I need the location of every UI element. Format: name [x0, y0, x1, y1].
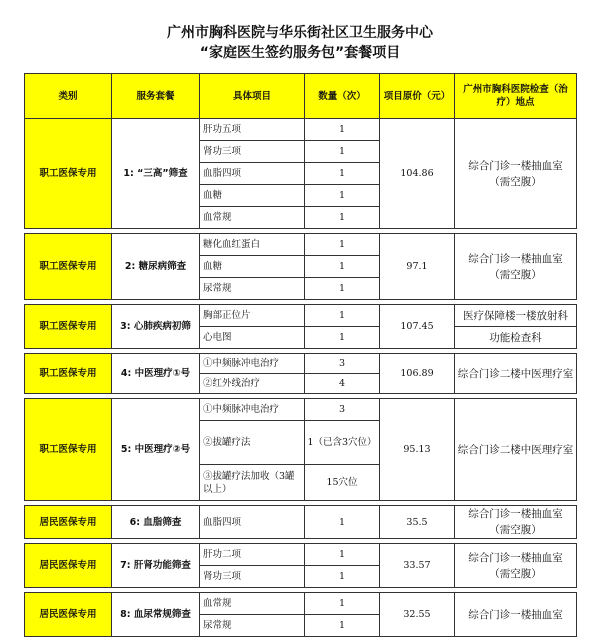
item-qty-cell: 1: [305, 185, 380, 207]
table-row: [25, 593, 577, 615]
item-qty-cell: 3: [305, 354, 380, 374]
category-cell: 职工医保专用: [25, 234, 112, 300]
location-cell: 综合门诊二楼中医理疗室: [455, 354, 577, 394]
item-qty-cell: 3: [305, 399, 380, 421]
category-cell: 职工医保专用: [25, 119, 112, 229]
item-name-cell: 肝功五项: [200, 119, 305, 141]
item-name-cell: 糖化血红蛋白: [200, 234, 305, 256]
package-name-cell: 3: 心肺疾病初筛: [112, 305, 200, 349]
location-cell: 医疗保障楼一楼放射科: [455, 305, 577, 327]
item-name-cell: ②拔罐疗法: [200, 421, 305, 465]
package-name-cell: 7: 肝肾功能筛查: [112, 544, 200, 588]
item-name-cell: 尿常规: [200, 615, 305, 637]
item-qty-cell: 1: [305, 278, 380, 300]
category-cell: 职工医保专用: [25, 399, 112, 501]
location-cell: 综合门诊一楼抽血室 （需空腹）: [455, 506, 577, 539]
item-name-cell: 胸部正位片: [200, 305, 305, 327]
price-cell: 97.1: [380, 234, 455, 300]
item-name-cell: ①中频脉冲电治疗: [200, 354, 305, 374]
table-row: [25, 544, 577, 566]
header-item: 具体项目: [200, 74, 305, 119]
header-price: 项目原价（元）: [380, 74, 455, 119]
package-name-cell: 1: “三高”筛查: [112, 119, 200, 229]
item-qty-cell: 1: [305, 544, 380, 566]
package-name-cell: 8: 血尿常规筛查: [112, 593, 200, 637]
location-cell: 综合门诊二楼中医理疗室: [455, 399, 577, 501]
item-qty-cell: 1: [305, 566, 380, 588]
item-name-cell: ③拔罐疗法加收（3罐以上）: [200, 465, 305, 501]
price-cell: 104.86: [380, 119, 455, 229]
category-cell: 居民医保专用: [25, 593, 112, 637]
category-cell: 职工医保专用: [25, 305, 112, 349]
location-cell: 综合门诊一楼抽血室: [455, 593, 577, 637]
category-cell: 职工医保专用: [25, 354, 112, 394]
item-qty-cell: 4: [305, 374, 380, 394]
category-cell: 居民医保专用: [25, 506, 112, 539]
item-qty-cell: 1: [305, 234, 380, 256]
item-name-cell: 血常规: [200, 593, 305, 615]
item-qty-cell: 15穴位: [305, 465, 380, 501]
item-name-cell: 肝功二项: [200, 544, 305, 566]
header-location: 广州市胸科医院检查（治疗）地点: [455, 74, 577, 119]
item-name-cell: 肾功三项: [200, 566, 305, 588]
item-qty-cell: 1: [305, 593, 380, 615]
table-row: [25, 399, 577, 421]
table-row: [25, 119, 577, 141]
item-name-cell: 肾功三项: [200, 141, 305, 163]
item-name-cell: ②红外线治疗: [200, 374, 305, 394]
item-name-cell: 心电图: [200, 327, 305, 349]
item-qty-cell: 1: [305, 141, 380, 163]
document-title-line2: “家庭医生签约服务包”套餐项目: [199, 45, 401, 61]
table-row: [25, 506, 577, 539]
item-qty-cell: 1: [305, 506, 380, 539]
item-name-cell: ①中频脉冲电治疗: [200, 399, 305, 421]
location-cell: 综合门诊一楼抽血室 （需空腹）: [455, 544, 577, 588]
header-qty: 数量（次）: [305, 74, 380, 119]
item-qty-cell: 1: [305, 615, 380, 637]
table-header-row: [25, 74, 577, 119]
location-cell: 综合门诊一楼抽血室 （需空腹）: [455, 234, 577, 300]
price-cell: 95.13: [380, 399, 455, 501]
package-name-cell: 4: 中医理疗①号: [112, 354, 200, 394]
header-category: 类别: [25, 74, 112, 119]
table-body: [25, 119, 577, 637]
category-cell: 居民医保专用: [25, 544, 112, 588]
table-row: [25, 234, 577, 256]
package-table: [24, 73, 577, 637]
item-qty-cell: 1: [305, 119, 380, 141]
item-name-cell: 血糖: [200, 256, 305, 278]
table-row: [25, 354, 577, 374]
item-name-cell: 血糖: [200, 185, 305, 207]
price-cell: 33.57: [380, 544, 455, 588]
package-name-cell: 6: 血脂筛查: [112, 506, 200, 539]
location-cell: 综合门诊一楼抽血室 （需空腹）: [455, 119, 577, 229]
item-name-cell: 血常规: [200, 207, 305, 229]
item-name-cell: 尿常规: [200, 278, 305, 300]
item-qty-cell: 1: [305, 207, 380, 229]
price-cell: 35.5: [380, 506, 455, 539]
document-title-line1: 广州市胸科医院与华乐街社区卫生服务中心: [167, 25, 433, 41]
item-name-cell: 血脂四项: [200, 163, 305, 185]
item-qty-cell: 1: [305, 256, 380, 278]
item-qty-cell: 1: [305, 305, 380, 327]
header-package: 服务套餐: [112, 74, 200, 119]
price-cell: 106.89: [380, 354, 455, 394]
item-qty-cell: 1: [305, 327, 380, 349]
item-qty-cell: 1: [305, 163, 380, 185]
location-cell: 功能检查科: [455, 327, 577, 349]
package-name-cell: 5: 中医理疗②号: [112, 399, 200, 501]
price-cell: 32.55: [380, 593, 455, 637]
table-row: [25, 305, 577, 327]
price-cell: 107.45: [380, 305, 455, 349]
item-qty-cell: 1（已含3穴位）: [305, 421, 380, 465]
item-name-cell: 血脂四项: [200, 506, 305, 539]
package-name-cell: 2: 糖尿病筛查: [112, 234, 200, 300]
